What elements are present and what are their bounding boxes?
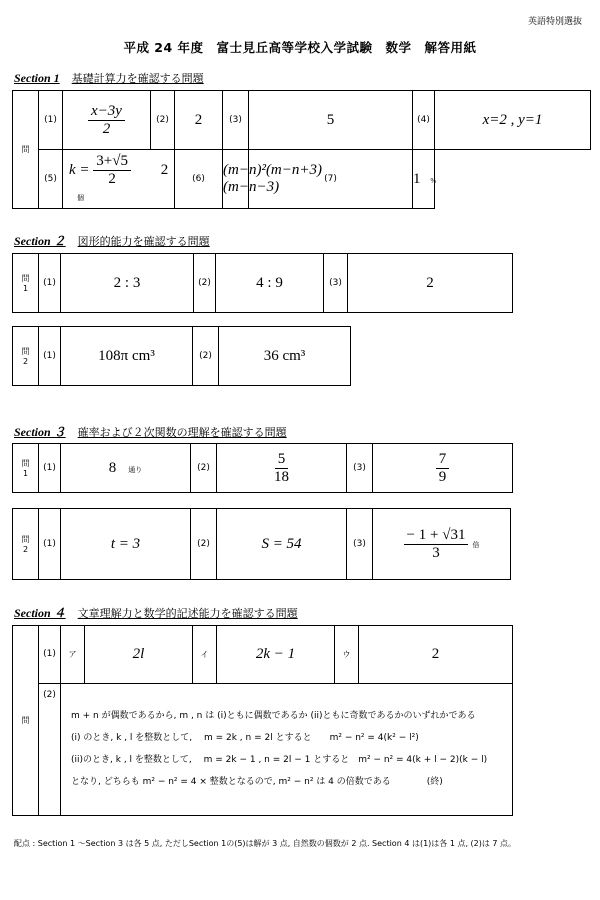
answer-2: 2 [175, 91, 223, 150]
exam-type-tag: 英語特別選抜 [527, 17, 582, 27]
page-title: 平成 24 年度 富士見丘高等学校入学試験 数学 解答用紙 [123, 40, 477, 55]
answer-3: 2 [348, 254, 513, 313]
section-4-table [12, 625, 513, 816]
q-label: (2) [193, 327, 219, 386]
section-2-table-2 [12, 326, 351, 386]
q-label: (5) [39, 150, 63, 209]
scoring-note: 配点 : Section 1 ～Section 3 は各 5 点, ただしSection 1の(5)は解が 3 点, 自然数の個数が 2 点. Section 4 は(1)は各 1 点, (2)は 7 点。 [14, 839, 517, 848]
q-label: (1) [39, 327, 61, 386]
q-label: (2) [194, 254, 216, 313]
section-3-table-1 [12, 443, 513, 493]
q-label: (6) [175, 150, 223, 209]
q-label: (3) [347, 509, 373, 580]
answer-2: S = 54 [217, 509, 347, 580]
answer-1: 108π cm³ [61, 327, 193, 386]
section-1-table [12, 90, 591, 209]
answer-3: 5 [249, 91, 413, 150]
section-3-heading: Section ３ 確率および２次関数の理解を確認する問題 [14, 425, 287, 439]
blank-label-a: ア [61, 626, 85, 684]
answer-3: $\frac{- 1 + √31}{3}$ 倍 [373, 509, 511, 580]
answer-u: 2 [359, 626, 513, 684]
answer-1: t = 3 [61, 509, 191, 580]
proof-box [61, 684, 513, 816]
q-label: (4) [413, 91, 435, 150]
answer-i: 2k − 1 [217, 626, 335, 684]
answer-6: (m−n)²(m−n+3)(m−n−3) [223, 150, 249, 209]
mon-label: 問 2 [13, 509, 39, 580]
answer-1: 8 通り [61, 444, 191, 493]
section-2-heading: Section ２ 図形的能力を確認する問題 [14, 234, 210, 248]
answer-a: 2l [85, 626, 193, 684]
answer-3: $\frac{7}{9}$ [373, 444, 513, 493]
q-label: (2) [191, 444, 217, 493]
answer-5: k = $\frac{3+√5}{2}$ 2 個 [63, 150, 175, 209]
answer-2: $\frac{5}{18}$ [217, 444, 347, 493]
q-label: (1) [39, 626, 61, 684]
q-label: (1) [39, 509, 61, 580]
proof-line-1: m + n が偶数であるから, m , n は (i)ともに偶数であるか (ii)ともに奇数であるかのいずれかである [71, 711, 476, 721]
section-2-table-1 [12, 253, 513, 313]
mon-label: 問 2 [13, 327, 39, 386]
answer-1: $\frac{x-3y}{2}$ [63, 91, 151, 150]
mon-label: 問 [13, 626, 39, 816]
q-label: (2) [191, 509, 217, 580]
q-label: (7) [249, 150, 413, 209]
q-label: (2) [151, 91, 175, 150]
mon-label: 問 1 [13, 254, 39, 313]
answer-2: 36 cm³ [219, 327, 351, 386]
q-label: (1) [39, 91, 63, 150]
section-4-heading: Section ４ 文章理解力と数学的記述能力を確認する問題 [14, 606, 298, 620]
answer-1: 2 : 3 [61, 254, 194, 313]
q-label: (1) [39, 444, 61, 493]
q-label: (1) [39, 254, 61, 313]
q-label: (2) [39, 684, 61, 816]
proof-line-3: (ii)のとき, k , l を整数として, m = 2k − 1 , n = 2l − 1 とすると m² − n² = 4(k + l − 2)(k − l) [71, 755, 488, 765]
section-3-table-2 [12, 508, 511, 580]
mon-label: 問 1 [13, 444, 39, 493]
answer-2: 4 : 9 [216, 254, 324, 313]
q-label: (3) [223, 91, 249, 150]
section-1-heading: Section 1 基礎計算力を確認する問題 [14, 71, 204, 85]
q-label: (3) [324, 254, 348, 313]
proof-line-4: となり, どちらも m² − n² = 4 × 整数となるので, m² − n² は 4 の倍数である (終) [71, 777, 443, 787]
proof-line-2: (i) のとき, k , l を整数として, m = 2k , n = 2l とすると m² − n² = 4(k² − l²) [71, 733, 419, 743]
q-label: (3) [347, 444, 373, 493]
mon-label: 問 [13, 91, 39, 209]
answer-4: x=2 , y=1 [435, 91, 591, 150]
answer-7: 1 % [413, 150, 435, 209]
blank-label-i: イ [193, 626, 217, 684]
blank-label-u: ウ [335, 626, 359, 684]
